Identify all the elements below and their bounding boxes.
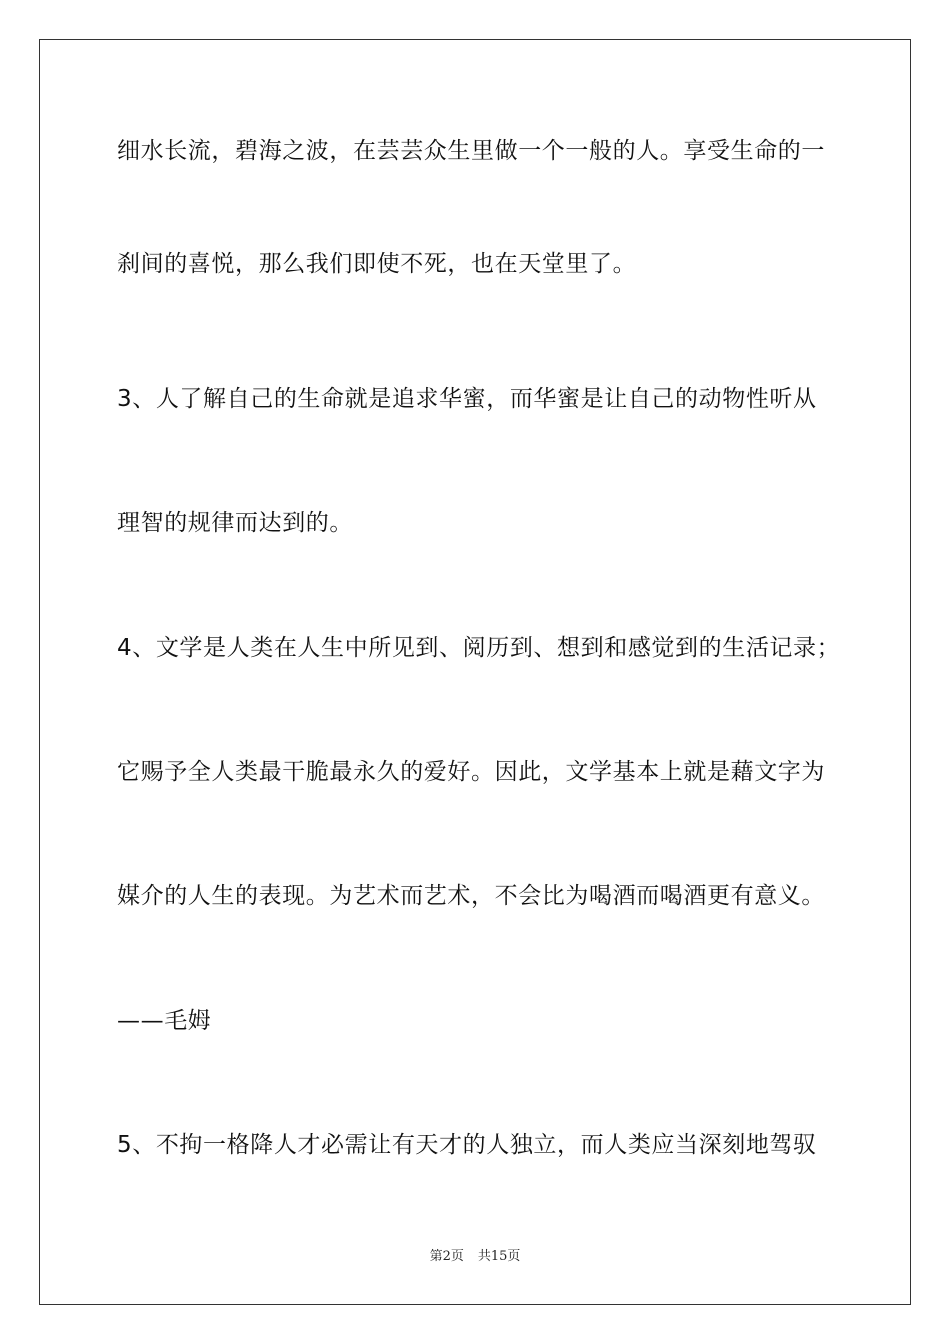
text-line: 4、文学是人类在人生中所见到、阅历到、想到和感觉到的生活记录； — [117, 635, 841, 661]
text-line: 媒介的人生的表现。为艺术而艺术，不会比为喝酒而喝酒更有意义。 — [117, 883, 825, 909]
text-line: 刹间的喜悦，那么我们即使不死，也在天堂里了。 — [117, 251, 637, 277]
text-line: 3、人了解自己的生命就是追求华蜜，而华蜜是让自己的动物性听从 — [117, 386, 817, 412]
page-total: 共15页 — [477, 1249, 521, 1264]
page-footer — [0, 1249, 950, 1265]
page-frame — [39, 39, 911, 1305]
text-line: 它赐予全人类最干脆最永久的爱好。因此，文学基本上就是藉文字为 — [117, 759, 825, 785]
text-line: 理智的规律而达到的。 — [117, 510, 353, 536]
page-number: 第2页 — [429, 1249, 464, 1264]
text-line: 5、不拘一格降人才必需让有天才的人独立，而人类应当深刻地驾驭 — [117, 1132, 817, 1158]
text-line: 细水长流，碧海之波，在芸芸众生里做一个一般的人。享受生命的一 — [117, 138, 825, 164]
attribution-line: ——毛姆 — [117, 1008, 212, 1034]
